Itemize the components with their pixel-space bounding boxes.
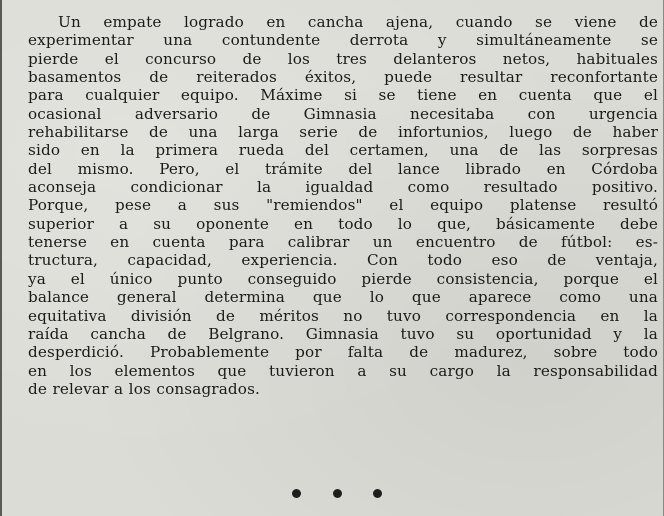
paragraph-line: experimentar una contundente derrota y simultáneamente se [28, 31, 658, 50]
paragraph-line: ya el único punto conseguido pierde consistencia, porque el [28, 269, 658, 288]
separator-dot-icon [373, 489, 382, 498]
paragraph-line: ocasional adversario de Gimnasia necesitaba con urgencia [28, 104, 658, 123]
paragraph-line: de relevar a los consagrados. [28, 379, 261, 398]
paragraph-line: basamentos de reiterados éxitos, puede resultar reconfortante [28, 68, 658, 87]
paragraph-line: superior a su oponente en todo lo que, básicamente debe [28, 214, 658, 233]
section-separator [292, 486, 382, 500]
paragraph-line: desperdició. Probablemente por falta de madurez, sobre todo [28, 343, 658, 362]
article-paragraph [28, 13, 658, 398]
paragraph-line: para cualquier equipo. Máxime si se tiene en cuenta que el [28, 86, 658, 105]
paragraph-line: sido en la primera rueda del certamen, una de las sorpresas [28, 141, 658, 160]
paragraph-line: pierde el concurso de los tres delanteros netos, habituales [28, 49, 658, 68]
paragraph-line: en los elementos que tuvieron a su cargo la responsabilidad [28, 361, 658, 380]
paragraph-line: aconseja condicionar la igualdad como resultado positivo. [28, 178, 658, 197]
paragraph-line: Porque, pese a sus "remiendos" el equipo platense resultó [28, 196, 658, 215]
paragraph-line: del mismo. Pero, el trámite del lance librado en Córdoba [28, 159, 658, 178]
paragraph-line: rehabilitarse de una larga serie de infortunios, luego de haber [28, 123, 658, 142]
separator-dot-icon [292, 489, 301, 498]
paragraph-line: equitativa división de méritos no tuvo correspondencia en la [28, 306, 658, 325]
paragraph-line: balance general determina que lo que aparece como una [28, 288, 658, 307]
paragraph-line: Un empate logrado en cancha ajena, cuando se viene de [58, 13, 658, 31]
separator-dot-icon [333, 489, 342, 498]
paragraph-line: raída cancha de Belgrano. Gimnasia tuvo su oportunidad y la [28, 324, 658, 343]
paragraph-line: tenerse en cuenta para calibrar un encuentro de fútbol: es- [28, 233, 658, 252]
paragraph-line: tructura, capacidad, experiencia. Con todo eso de ventaja, [28, 251, 658, 270]
